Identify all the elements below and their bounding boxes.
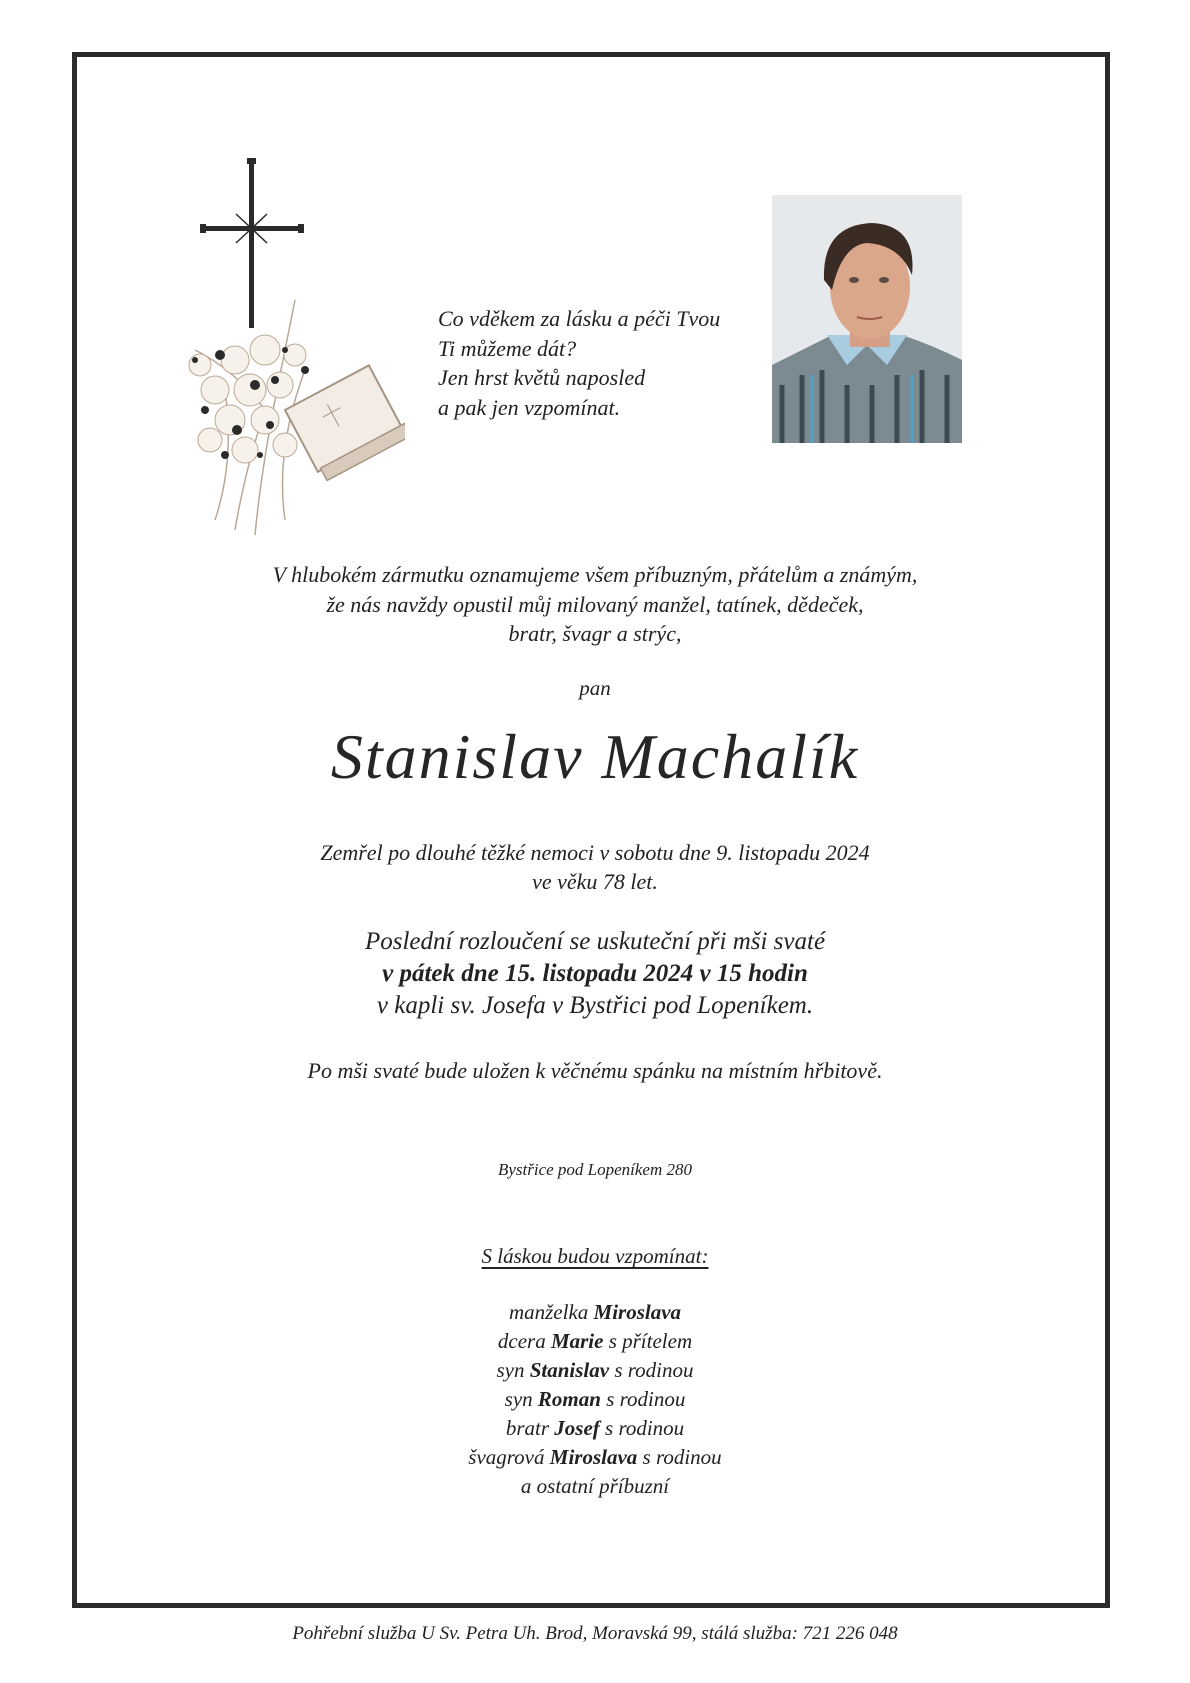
mourner <box>0 1356 1190 1385</box>
mourner <box>0 1414 1190 1443</box>
poem-line: Jen hrst květů naposled <box>438 365 646 390</box>
mourner-relation: bratr <box>505 1416 555 1440</box>
mourner <box>0 1327 1190 1356</box>
flowers-book-illustration <box>175 290 405 540</box>
mourner-suffix: s rodinou <box>599 1416 685 1440</box>
poem-line: Co vděkem za lásku a péči Tvou <box>438 306 721 331</box>
mourners-heading-text: S láskou budou vzpomínat: <box>481 1244 709 1268</box>
mourner-name: Josef <box>554 1416 600 1440</box>
mourner-name: Marie <box>550 1329 604 1353</box>
death-info <box>0 838 1190 896</box>
mourner-suffix: s rodinou <box>609 1358 694 1382</box>
poem-line: Ti můžeme dát? <box>438 335 577 361</box>
mourner-name: Miroslava <box>549 1445 638 1469</box>
mourner-name: Roman <box>537 1387 601 1411</box>
funeral-service-footer: Pohřební služba U Sv. Petra Uh. Brod, Moravská 99, stálá služba: 721 226 048 <box>292 1623 898 1644</box>
announcement-line: V hlubokém zármutku oznamujeme všem příbuzným, přátelům a známým, <box>272 562 918 587</box>
announcement-line: že nás navždy opustil můj milovaný manžel, tatínek, dědeček, <box>326 591 864 617</box>
mourner <box>0 1472 1190 1501</box>
mourner-relation: syn <box>504 1387 538 1411</box>
burial-info: Po mši svaté bude uložen k věčnému spánku na místním hřbitově. <box>307 1058 883 1083</box>
farewell-place: v kapli sv. Josefa v Bystřici pod Lopeníkem. <box>376 992 814 1019</box>
mourners-list <box>0 1298 1190 1501</box>
mourner-relation: a ostatní příbuzní <box>520 1474 670 1498</box>
death-info-line: ve věku 78 let. <box>532 869 658 894</box>
mourner <box>0 1443 1190 1472</box>
mourner-relation: manželka <box>508 1300 594 1324</box>
mourner-relation: švagrová <box>468 1445 550 1469</box>
mourner <box>0 1385 1190 1414</box>
poem <box>438 304 720 422</box>
mourner-relation: dcera <box>497 1329 551 1353</box>
mourner-name: Miroslava <box>593 1300 682 1324</box>
farewell-date: v pátek dne 15. listopadu 2024 v 15 hodin <box>382 960 808 987</box>
farewell-line: Poslední rozloučení se uskuteční při mši svaté <box>364 928 826 955</box>
mourner-suffix: s rodinou <box>637 1445 722 1469</box>
death-info-line: Zemřel po dlouhé těžké nemoci v sobotu dne 9. listopadu 2024 <box>320 840 870 865</box>
mourners-heading <box>0 1244 1190 1269</box>
deceased-photo <box>772 195 962 443</box>
mourner-suffix: s přítelem <box>603 1329 693 1353</box>
mourner-name: Stanislav <box>529 1358 610 1382</box>
deceased-name: Stanislav Machalík <box>330 721 860 792</box>
announcement <box>0 560 1190 649</box>
title-prefix: pan <box>579 676 611 700</box>
mourner <box>0 1298 1190 1327</box>
farewell-info <box>0 926 1190 1022</box>
mourner-suffix: s rodinou <box>600 1387 686 1411</box>
announcement-line: bratr, švagr a strýc, <box>508 621 682 646</box>
mourner-relation: syn <box>496 1358 530 1382</box>
address: Bystřice pod Lopeníkem 280 <box>497 1160 693 1179</box>
poem-line: a pak jen vzpomínat. <box>438 394 621 420</box>
